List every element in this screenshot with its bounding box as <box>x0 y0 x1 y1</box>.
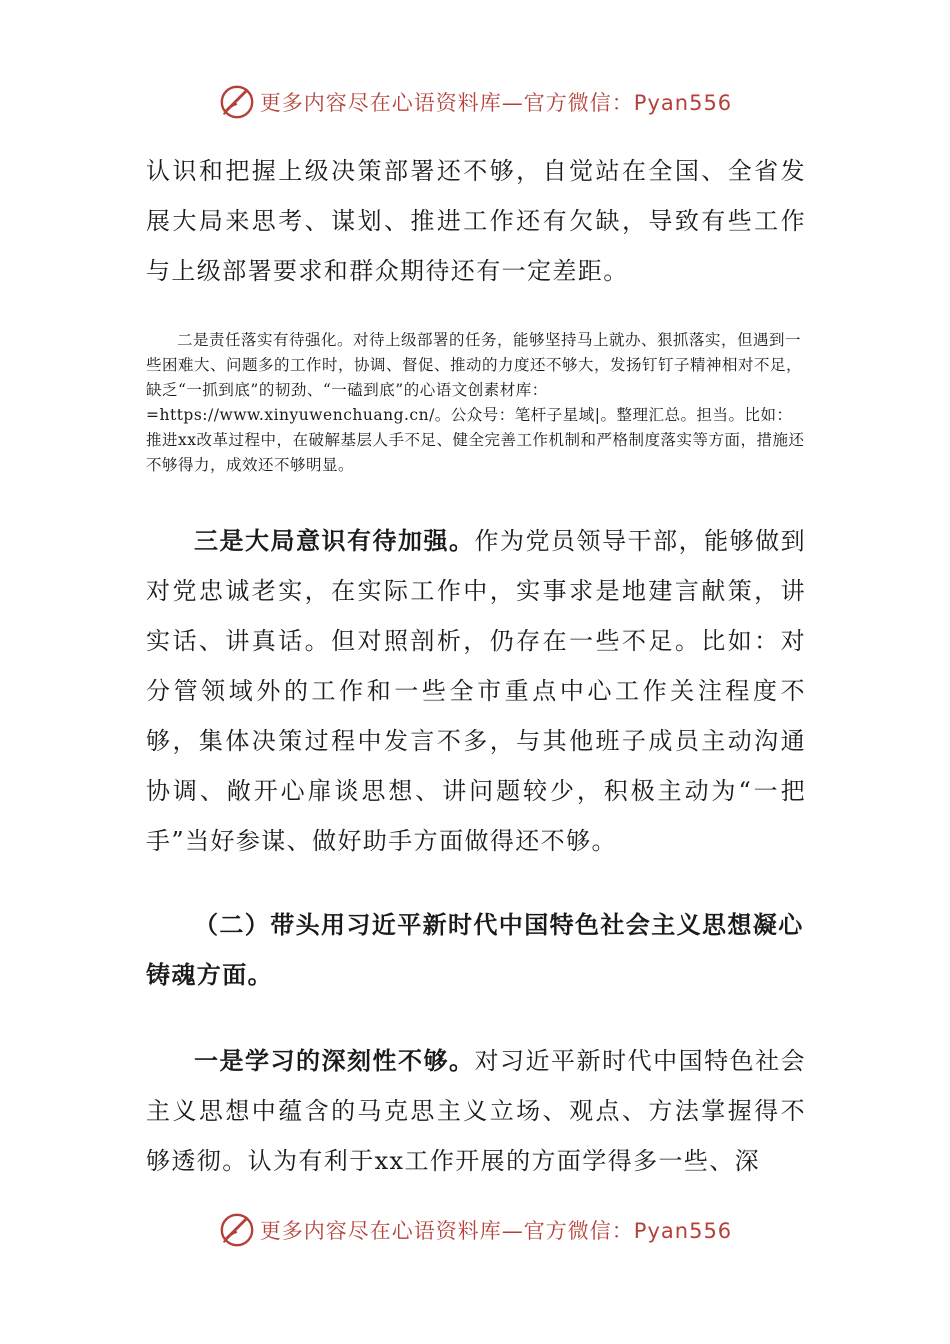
footer-banner <box>0 1208 950 1252</box>
paragraph-study-depth <box>146 1036 806 1186</box>
paragraph-body: 对习近平新时代中国特色社会主义思想中蕴含的马克思主义立场、观点、方法掌握得不够透彻。认为有利于xx工作开展的方面学得多一些、深 <box>146 1047 806 1175</box>
footer-banner-text: 更多内容尽在心语资料库—官方微信：Pyan556 <box>259 1219 733 1243</box>
paragraph-overall-awareness <box>146 516 806 866</box>
paragraph-lead: 三是大局意识有待加强。 <box>194 526 475 555</box>
header-banner-text: 更多内容尽在心语资料库—官方微信：Pyan556 <box>259 91 733 115</box>
paragraph-continued: 认识和把握上级决策部署还不够，自觉站在全国、全省发展大局来思考、谋划、推进工作还有欠缺，导致有些工作与上级部署要求和群众期待还有一定差距。 <box>146 157 806 285</box>
paragraph-lead: 一是学习的深刻性不够。 <box>194 1046 475 1075</box>
paragraph-responsibility: 二是责任落实有待强化。对待上级部署的任务，能够坚持马上就办、狠抓落实，但遇到一些困难大、问题多的工作时，协调、督促、推动的力度还不够大，发扬钉钉子精神相对不足，缺乏“一抓到底”的韧劲、“一磕到底”的心语文创素材库：=https://www.xinyuwenchuang.cn/。公众号：笔杆子星域|。整理汇总。担当。比如：推进xx改革过程中，在破解基层人手不足、健全完善工作机制和严格制度落实等方面，措施还不够得力，成效还不够明显。 <box>146 331 805 474</box>
pen-circle-logo-icon <box>218 1211 256 1249</box>
header-banner <box>0 80 950 124</box>
section-heading: （二）带头用习近平新时代中国特色社会主义思想凝心铸魂方面。 <box>146 911 804 989</box>
pen-circle-logo-icon <box>218 83 256 121</box>
paragraph-body: 作为党员领导干部，能够做到对党忠诚老实，在实际工作中，实事求是地建言献策，讲实话、讲真话。但对照剖析，仍存在一些不足。比如：对分管领域外的工作和一些全市重点中心工作关注程度不够，集体决策过程中发言不多，与其他班子成员主动沟通协调、敞开心扉谈思想、讲问题较少，积极主动为“一把手”当好参谋、做好助手方面做得还不够。 <box>146 527 806 855</box>
